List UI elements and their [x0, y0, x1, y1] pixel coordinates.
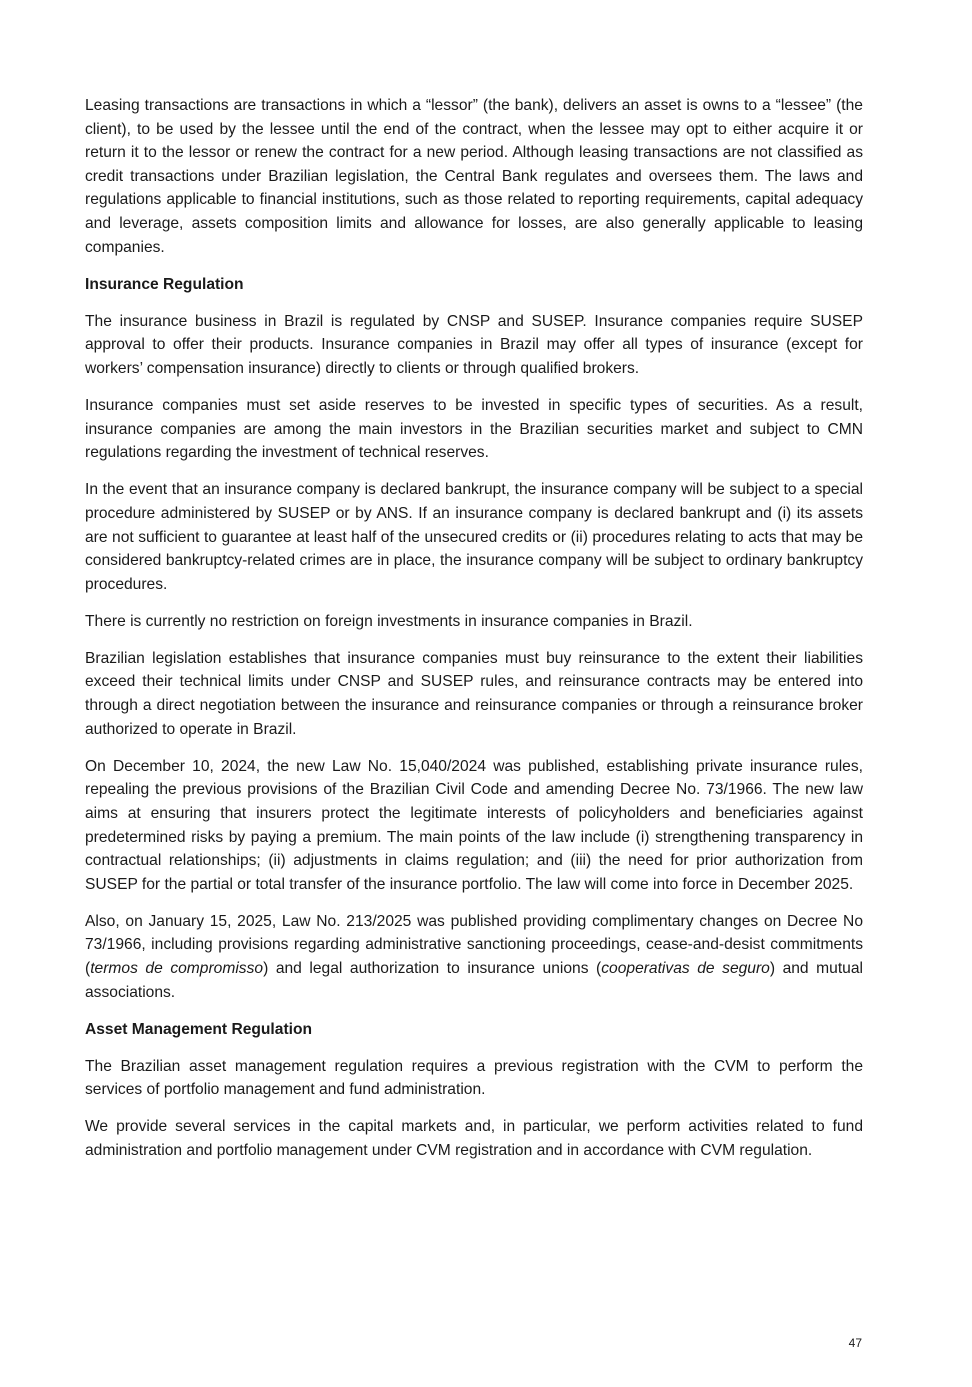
- heading-asset-management-regulation: Asset Management Regulation: [85, 1020, 313, 1038]
- paragraph-insurance-7-part-1: Also, on January 15, 2025, Law No. 213/2025 was published providing complimentary changes on Decree No 73/1966, including provisions regarding administrative sanctioning proceedings, cease-and-desist commitments (: [85, 912, 863, 977]
- paragraph-insurance-2: Insurance companies must set aside reserves to be invested in specific types of securities. As a result, insurance companies are among the main investors in the Brazilian securities market and subject to CMN regulations regarding the investment of technical reserves.: [85, 397, 863, 462]
- page-number: 47: [848, 1336, 862, 1350]
- paragraph-insurance-7: [85, 910, 863, 1004]
- paragraph-insurance-4: There is currently no restriction on foreign investments in insurance companies in Brazil.: [85, 612, 693, 630]
- paragraph-asset-1: The Brazilian asset management regulation requires a previous registration with the CVM to perform the services of portfolio management and fund administration.: [85, 1057, 863, 1099]
- italic-term-cooperativas-de-seguro: cooperativas de seguro: [601, 960, 770, 977]
- paragraph-insurance-5: Brazilian legislation establishes that insurance companies must buy reinsurance to the extent their liabilities exceed their technical limits under CNSP and SUSEP rules, and reinsurance contracts may be entered into through a direct negotiation between the insurance and reinsurance companies or through a reinsurance broker authorized to operate in Brazil.: [85, 649, 863, 738]
- paragraph-insurance-7-part-2: ) and legal authorization to insurance unions (: [263, 960, 602, 977]
- heading-insurance-regulation: Insurance Regulation: [85, 275, 244, 293]
- paragraph-asset-2: We provide several services in the capital markets and, in particular, we perform activities related to fund administration and portfolio management under CVM registration and in accordance with CVM regulation.: [85, 1118, 863, 1160]
- paragraph-insurance-1: The insurance business in Brazil is regulated by CNSP and SUSEP. Insurance companies require SUSEP approval to offer their products. Insurance companies in Brazil may offer all types of insurance (except for workers’ compensation insurance) directly to clients or through qualified brokers.: [85, 312, 863, 377]
- paragraph-insurance-6: On December 10, 2024, the new Law No. 15,040/2024 was published, establishing private insurance rules, repealing the previous provisions of the Brazilian Civil Code and amending Decree No. 73/1966. The new law aims at ensuring that insurers protect the legitimate interests of policyholders and beneficiaries against predetermined risks by paying a premium. The main points of the law include (i) strengthening transparency in contractual relationships; (ii) adjustments in claims regulation; and (iii) the need for prior authorization from SUSEP for the partial or total transfer of the insurance portfolio. The law will come into force in December 2025.: [85, 757, 863, 893]
- page-content: [85, 94, 863, 1176]
- paragraph-insurance-3: In the event that an insurance company is declared bankrupt, the insurance company will be subject to a special procedure administered by SUSEP or by ANS. If an insurance company is declared bankrupt and (i) its assets are not sufficient to guarantee at least half of the unsecured credits or (ii) procedures relating to acts that may be considered bankruptcy-related crimes are in place, the insurance company will be subject to ordinary bankruptcy procedures.: [85, 481, 863, 593]
- italic-term-termos-de-compromisso: termos de compromisso: [90, 960, 264, 977]
- paragraph-leasing: Leasing transactions are transactions in which a “lessor” (the bank), delivers an asset is owns to a “lessee” (the client), to be used by the lessee until the end of the contract, when the lessee may opt to either acquire it or return it to the lessor or renew the contract for a new period. Although leasing transactions are not classified as credit transactions under Brazilian legislation, the Central Bank regulates and oversees them. The laws and regulations applicable to financial institutions, such as those related to reporting requirements, capital adequacy and leverage, assets composition limits and allowance for losses, are also generally applicable to leasing companies.: [85, 97, 863, 256]
- paragraph-insurance-7-part-3: ) and mutual associations.: [85, 960, 863, 1001]
